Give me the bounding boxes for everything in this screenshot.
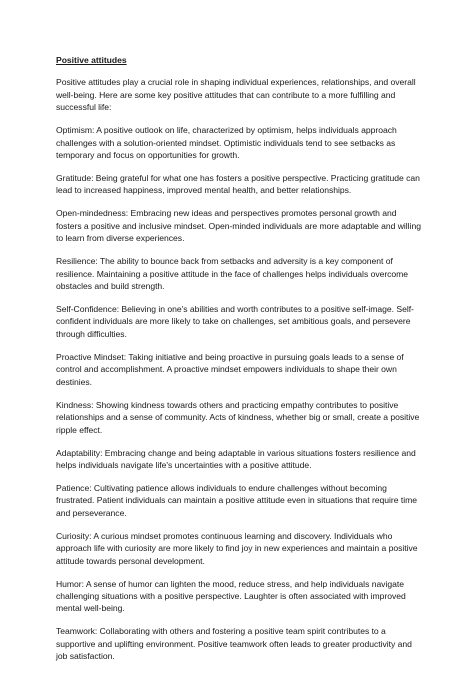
paragraph-kindness: Kindness: Showing kindness towards others and practicing empathy contributes to positive relationships and a sense of community. Acts of kindness, whether big or small, create a positive ripple effect.	[56, 399, 420, 435]
document-body	[56, 54, 424, 673]
paragraph-self-confidence: Self-Confidence: Believing in one's abilities and worth contributes to a positive self-image. Self-confident individuals are more likely to take on challenges, set ambitious goals, and persevere through difficulties.	[56, 304, 414, 339]
paragraph-resilience: Resilience: The ability to bounce back from setbacks and adversity is a key component of resilience. Maintaining a positive attitude in the face of challenges helps individuals overcome obstacles and build strength.	[56, 256, 409, 292]
paragraph-gratitude: Gratitude: Being grateful for what one has fosters a positive perspective. Practicing gratitude can lead to increased happiness, improved mental health, and better relationships.	[56, 173, 420, 196]
paragraph-humor: Humor: A sense of humor can lighten the mood, reduce stress, and help individuals navigate challenging situations with a positive perspective. Laughter is often associated with improved mental well-being.	[56, 578, 406, 614]
document-title: Positive attitudes	[56, 55, 127, 65]
paragraph-curiosity: Curiosity: A curious mindset promotes continuous learning and discovery. Individuals who approach life with curiosity are more likely to find joy in new experiences and maintain a positive attitude towards personal development.	[56, 530, 418, 566]
paragraph-adaptability: Adaptability: Embracing change and being adaptable in various situations fosters resilience and helps individuals navigate life's uncertainties with a positive attitude.	[56, 447, 416, 470]
paragraph-patience: Patience: Cultivating patience allows individuals to endure challenges without becoming frustrated. Patient individuals can maintain a positive attitude even in situations that require time and perseverance.	[56, 482, 417, 518]
paragraph-teamwork: Teamwork: Collaborating with others and fostering a positive team spirit contributes to a supportive and uplifting environment. Positive teamwork often leads to greater productivity and job satisfaction.	[56, 626, 412, 662]
paragraph-optimism: Optimism: A positive outlook on life, characterized by optimism, helps individuals approach challenges with a solution-oriented mindset. Optimistic individuals tend to see setbacks as temporary and focus on opportunities for growth.	[56, 125, 397, 161]
paragraph-open-mindedness: Open-mindedness: Embracing new ideas and perspectives promotes personal growth and fosters a positive and inclusive mindset. Open-minded individuals are more adaptable and willing to learn from diverse experiences.	[56, 208, 421, 244]
paragraph-proactive-mindset: Proactive Mindset: Taking initiative and being proactive in pursuing goals leads to a sense of control and accomplishment. A proactive mindset empowers individuals to shape their own destinies.	[56, 351, 404, 387]
intro-paragraph: Positive attitudes play a crucial role in shaping individual experiences, relationships, and overall well-being. Here are some key positive attitudes that can contribute to a more fulfilling and successful life:	[56, 77, 416, 113]
